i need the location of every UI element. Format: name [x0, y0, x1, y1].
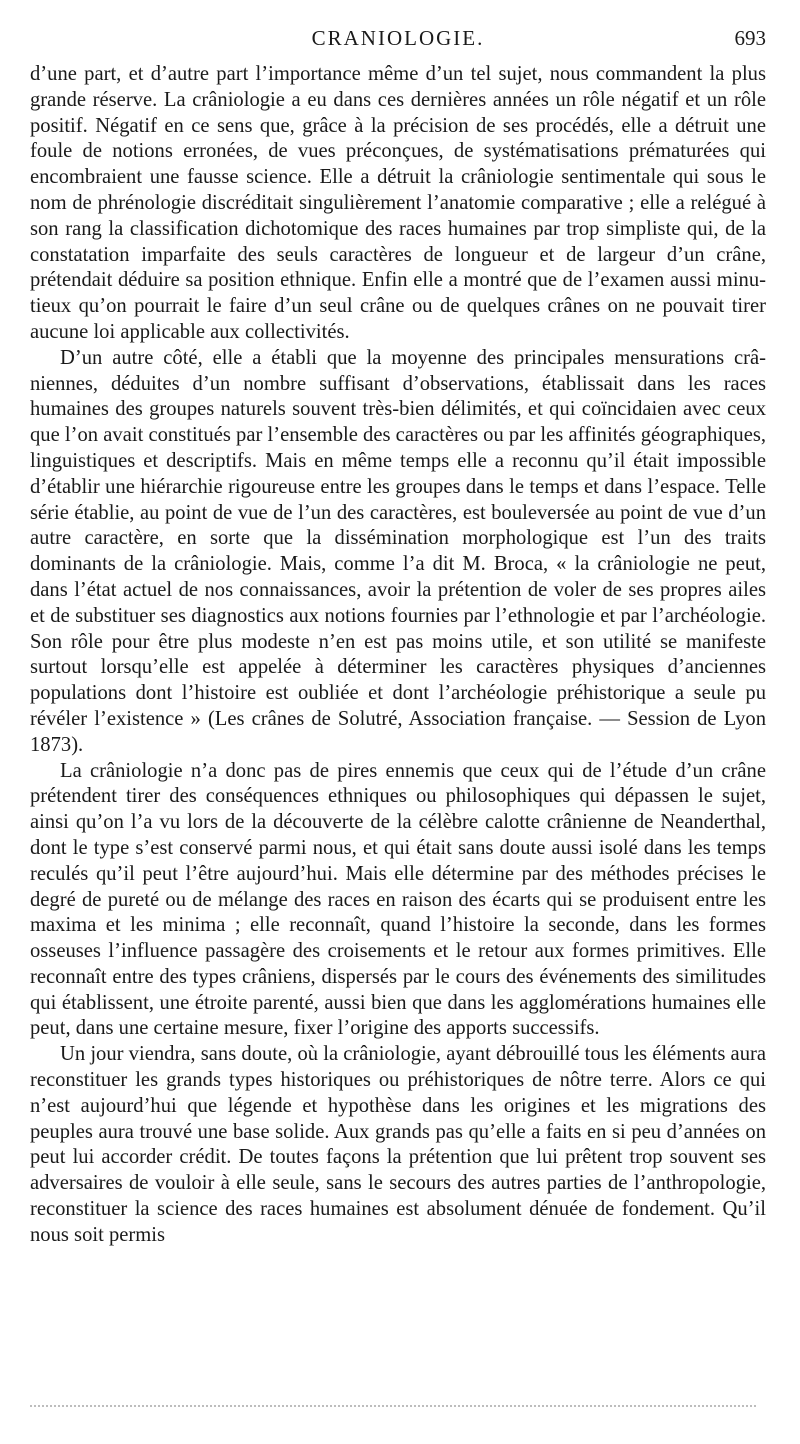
document-page	[30, 26, 766, 1249]
body-text	[30, 62, 766, 1249]
paragraph-2: D’un autre côté, elle a établi que la moyenne des principales mensurations crâniennes, déduites d’un nombre suffisant d’observations, établissait dans les races humaines des groupes naturels souvent très-bien délimités, et qui coïncidaien avec ceux que l’on avait constitués par l’ensemble des caractères ou par les affinités géographiques, linguistiques et descriptifs. Mais en même temps elle a reconnu qu’il était impossible d’établir une hiérarchie rigoureuse entre les groupes dans le temps et dans l’espace. Telle série établie, au point de vue de l’un des caractères, est bouleversée au point de vue d’un autre caractère, en sorte que la dissémination morphologique est l’un des traits dominants de la crâniologie. Mais, comme l’a dit M. Broca, « la crâniologie ne peut, dans l’état actuel de nos connaissances, avoir la prétention de voler de ses propres ailes et de substituer ses diagnostics aux notions fournies par l’ethnologie et par l’archéologie. Son rôle pour être plus modeste n’en est pas moins utile, et son utilité se manifeste surtout lorsqu’elle est appelée à déterminer les caractères physiques d’anciennes populations dont l’histoire est oubliée et dont l’archéologie préhistorique a seule pu révéler l’existence » (Les crânes de Solutré, Association française. — Session de Lyon 1873).	[30, 346, 766, 756]
running-title: CRANIOLOGIE.	[311, 26, 485, 50]
page-number: 693	[734, 26, 766, 50]
running-head	[30, 26, 766, 56]
paragraph-3: La crâniologie n’a donc pas de pires ennemis que ceux qui de l’étude d’un crâne prétendent tirer des conséquences ethniques ou philosophiques qui dépassen le sujet, ainsi qu’on l’a vu lors de la découverte de la célèbre calotte crânienne de Neanderthal, dont le type s’est conservé parmi nous, et qui était sans doute aussi isolé dans les temps reculés qu’il peut l’être aujourd’hui. Mais elle détermine par des méthodes précises le degré de pureté ou de mélange des races en raison des écarts qui se produisent entre les maxima et les minima ; elle reconnaît, quand l’histoire la seconde, dans les formes osseuses l’influence passagère des croisements et le retour aux formes primitives. Elle reconnaît entre des types crâniens, dispersés par le cours des événements des similitudes qui établissent, une étroite parenté, aussi bien que dans les agglomérations humaines elle peut, dans une certaine mesure, fixer l’origine des apports successifs.	[30, 759, 766, 1040]
footer-rule	[30, 1405, 756, 1407]
paragraph-1: d’une part, et d’autre part l’importance même d’un tel sujet, nous commandent la plus grande réserve. La crâniologie a eu dans ces dernières années un rôle négatif et un rôle positif. Négatif en ce sens que, grâce à la précision de ses procédés, elle a détruit une foule de notions erronées, de vues préconçues, de systématisations prématurées qui encombraient une fausse science. Elle a détruit la crâniologie sentimentale qui sous le nom de phrénologie discréditait singulièrement l’anatomie comparative ; elle a relégué à son rang la classification dichotomique des races humaines par trop simpliste qui, de la constatation imparfaite des seuls caractères de longueur et de largeur d’un crâne, prétendait déduire sa position ethnique. Enfin elle a montré que de l’examen aussi minutieux qu’on pourrait le faire d’un seul crâne ou de quelques crânes on ne pouvait tirer aucune loi applicable aux collectivités.	[30, 63, 766, 343]
paragraph-4: Un jour viendra, sans doute, où la crâniologie, ayant débrouillé tous les éléments aura reconstituer les grands types historiques ou préhistoriques de nôtre terre. Alors ce qui n’est aujourd’hui que légende et hypothèse dans les origines et les migrations des peuples aura trouvé une base solide. Aux grands pas qu’elle a faits en si peu d’années on peut lui accorder crédit. De toutes façons la prétention que lui prêtent trop souvent ses adversaires de vouloir à elle seule, sans le secours des autres parties de l’anthropologie, reconstituer la science des races humaines est absolument dénuée de fondement. Qu’il nous soit permis	[30, 1043, 766, 1246]
